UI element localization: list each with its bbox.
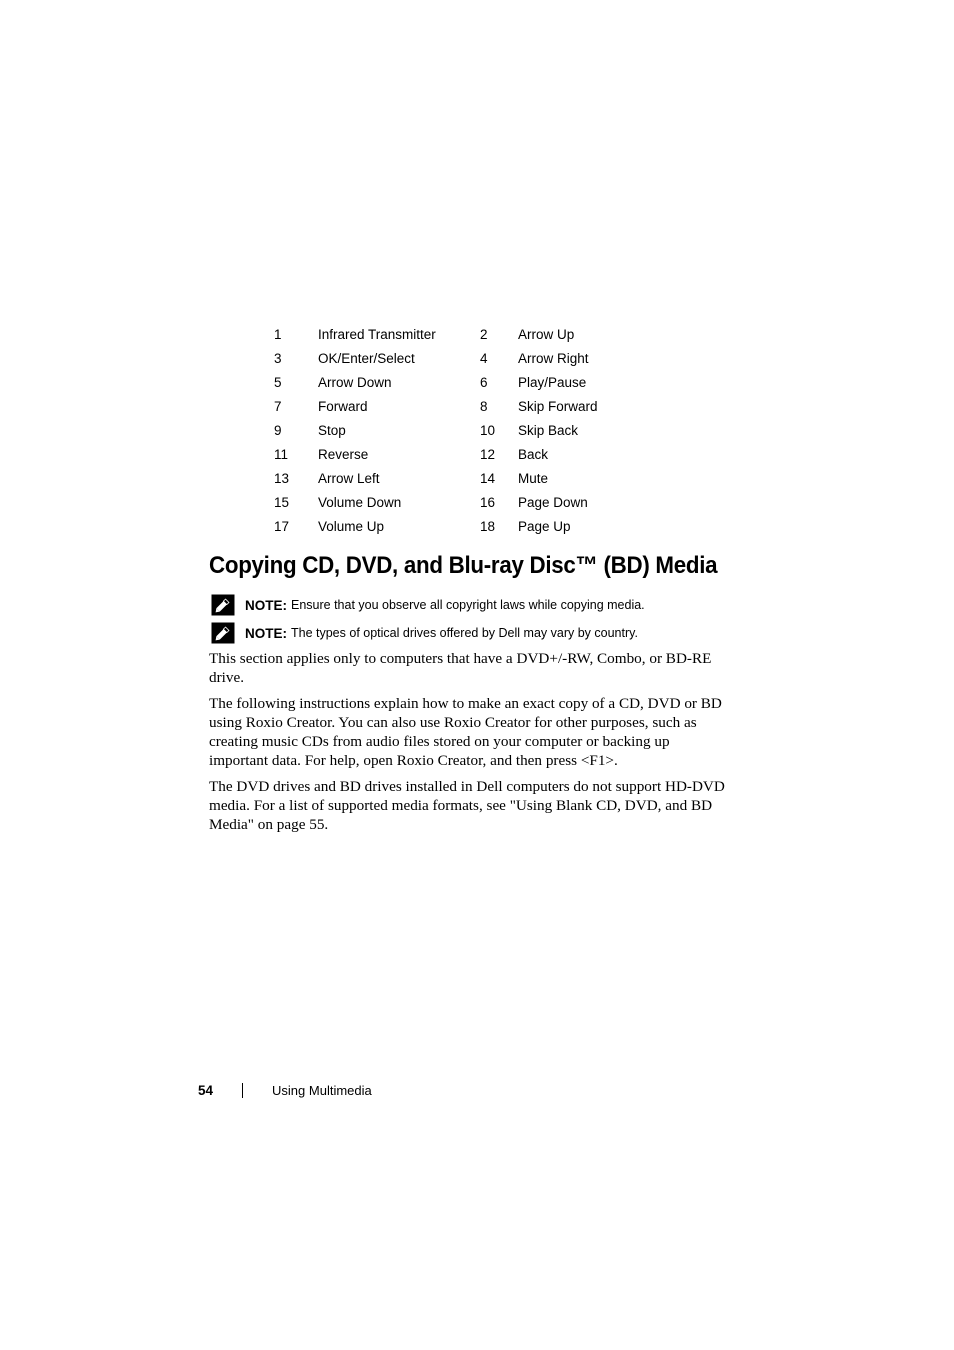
legend-number: 13	[274, 471, 290, 487]
pencil-note-icon	[211, 594, 235, 616]
legend-number: 1	[274, 326, 282, 342]
legend-number: 4	[480, 350, 488, 366]
paragraph-hd-dvd-support: The DVD drives and BD drives installed in Dell computers do not support HD-DVD media. For a list of supported media formats, see "Using Blank CD, DVD, and BD Media" on page 55.	[209, 778, 725, 833]
legend-label: Reverse	[318, 447, 369, 463]
legend-row	[266, 346, 638, 370]
legend-number: 10	[480, 422, 496, 438]
note-drive-types	[211, 621, 731, 645]
legend-label: Skip Forward	[518, 398, 598, 414]
legend-number: 2	[480, 326, 488, 342]
note-label: NOTE:	[245, 625, 287, 641]
legend-label: Page Down	[518, 495, 588, 511]
note-copyright	[211, 593, 731, 617]
legend-row	[266, 442, 638, 466]
legend-label: Arrow Down	[318, 374, 392, 390]
note-label: NOTE:	[245, 597, 287, 613]
legend-row	[266, 394, 638, 418]
legend-row	[266, 491, 638, 515]
note-text: The types of optical drives offered by Dell may vary by country.	[291, 626, 638, 640]
legend-row	[266, 418, 638, 442]
legend-number: 17	[274, 519, 290, 535]
legend-row	[266, 467, 638, 491]
legend-label: Page Up	[518, 519, 571, 535]
legend-number: 9	[274, 422, 282, 438]
legend-number: 7	[274, 398, 282, 414]
section-heading: Copying CD, DVD, and Blu-ray Disc™ (BD) Media	[209, 552, 718, 579]
pencil-note-icon	[211, 622, 235, 644]
note-text: Ensure that you observe all copyright laws while copying media.	[291, 598, 645, 612]
legend-label: Volume Down	[318, 495, 402, 511]
legend-number: 15	[274, 495, 290, 511]
legend-label: OK/Enter/Select	[318, 350, 415, 366]
paragraph-applicability: This section applies only to computers that have a DVD+/-RW, Combo, or BD-RE drive.	[209, 650, 712, 686]
legend-row	[266, 322, 638, 346]
legend-number: 5	[274, 374, 282, 390]
legend-row	[266, 370, 638, 394]
legend-label: Arrow Up	[518, 326, 575, 342]
legend-label: Mute	[518, 471, 549, 487]
legend-label: Back	[518, 447, 549, 463]
legend-label: Arrow Left	[318, 471, 380, 487]
legend-label: Infrared Transmitter	[318, 326, 436, 342]
legend-number: 18	[480, 519, 496, 535]
legend-label: Arrow Right	[518, 350, 589, 366]
legend-number: 14	[480, 471, 496, 487]
page-footer	[198, 1083, 372, 1098]
legend-label: Stop	[318, 422, 346, 438]
footer-section-title: Using Multimedia	[272, 1083, 372, 1098]
legend-label: Skip Back	[518, 422, 579, 438]
legend-number: 11	[274, 447, 289, 463]
legend-label: Play/Pause	[518, 374, 587, 390]
footer-divider	[242, 1083, 243, 1098]
legend-number: 6	[480, 374, 488, 390]
paragraph-roxio-instructions: The following instructions explain how to make an exact copy of a CD, DVD or BD using Roxio Creator. You can also use Roxio Creator for other purposes, such as creating music CDs from audio files stored on your computer or backing up important data. For help, open Roxio Creator, and then press <F1>.	[209, 695, 722, 769]
legend-number: 12	[480, 447, 496, 463]
legend-row	[266, 515, 638, 539]
page-number: 54	[198, 1083, 214, 1098]
legend-number: 16	[480, 495, 496, 511]
remote-control-legend-table	[266, 322, 638, 539]
legend-label: Volume Up	[318, 519, 385, 535]
legend-number: 3	[274, 350, 282, 366]
legend-number: 8	[480, 398, 488, 414]
legend-label: Forward	[318, 398, 368, 414]
